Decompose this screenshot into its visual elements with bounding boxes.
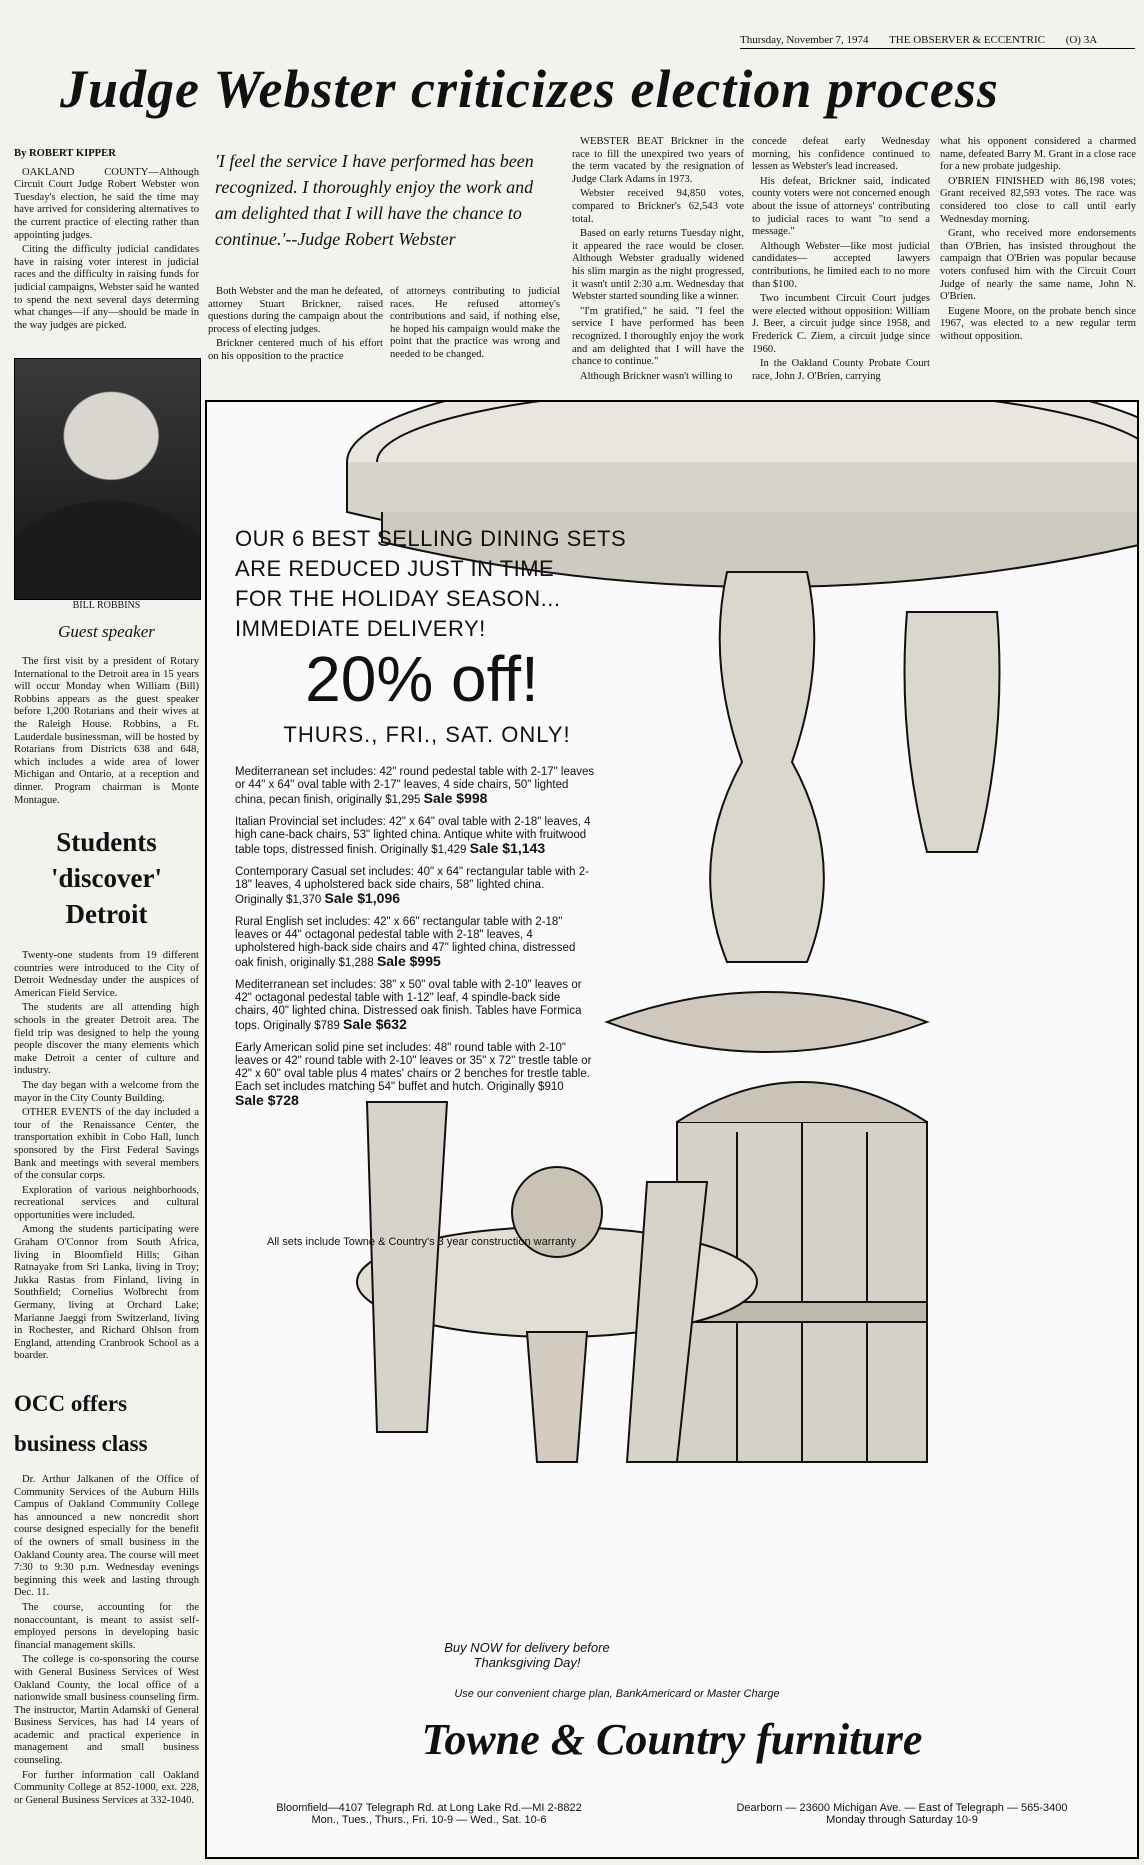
story-paragraph: Although Brickner wasn't willing to xyxy=(580,370,733,382)
story-paragraph: Exploration of various neighborhoods, recreational services and cultural opportunities were included. xyxy=(14,1184,199,1221)
sale-days: THURS., FRI., SAT. ONLY! xyxy=(283,722,571,747)
occ-body xyxy=(14,1474,199,1854)
story-paragraph: Dr. Arthur Jalkanen of the Office of Community Services of the Auburn Hills Campus of Oakland Community College has announced a new noncredit short course designed especially for the benefit of the owners of small business in the Oakland County area. The course will meet 7:30 to 9:30 p.m. Wednesday evenings beginning this week and lasting through Dec. 11. xyxy=(14,1474,199,1599)
offer-item xyxy=(235,866,595,907)
issue-date: Thursday, November 7, 1974 xyxy=(740,34,869,46)
story-paragraph: Twenty-one students from 19 different countries were introduced to the City of Detroit Wednesday under the auspices of American Field Service. xyxy=(14,950,199,999)
paper-name: THE OBSERVER & ECCENTRIC xyxy=(889,34,1045,46)
story-column-2 xyxy=(208,286,383,396)
story-paragraph: concede defeat early Wednesday morning, his confidence continued to lessen as Webster's lead increased. xyxy=(752,136,930,173)
buy-now-line: Buy NOW for delivery before xyxy=(444,1640,610,1655)
warranty-note: All sets include Towne & Country's 3 year construction warranty xyxy=(267,1236,576,1248)
offer-text: Mediterranean set includes: 42" round pedestal table with 2-17" leaves or 44" x 64" oval table with 2-17" leaves, 4 side chairs, 50" lighted china, pecan finish, originally $1,295 xyxy=(235,766,595,806)
story-paragraph: The first visit by a president of Rotary International to the Detroit area in 15 years will occur Monday when William (Bill) Robbins appears as the guest speaker before 1,200 Rotarians and their wives at the Raleigh House. Robbins, a Ft. Lauderdale businessman, will be hosted by Rotarians from Districts 638 and 648, which includes a wide area of lower Michigan and Ontario, at a reception and dinner. Program chairman is Monte Montague. xyxy=(14,656,199,806)
offer-list xyxy=(235,766,595,1118)
pull-quote: 'I feel the service I have performed has been recognized. I thoroughly enjoy the work and am delighted that I will have the chance to continue.'--Judge Robert Webster xyxy=(215,151,534,249)
offer-price: Sale $1,143 xyxy=(469,840,546,856)
story-paragraph: The course, accounting for the nonaccountant, is meant to assist self-employed persons in developing basic financial management skills. xyxy=(14,1601,199,1651)
offer-price: Sale $632 xyxy=(343,1016,407,1032)
ad-headline-line: FOR THE HOLIDAY SEASON... xyxy=(235,586,561,611)
story-column-5 xyxy=(752,136,930,398)
story-paragraph: For further information call Oakland Community College at 852-1000, ext. 228, or General Business Services at 332-1040. xyxy=(14,1769,199,1806)
story-paragraph: In the Oakland County Probate Court race, John J. O'Brien, carrying xyxy=(752,358,930,382)
story-column-6 xyxy=(940,136,1136,398)
story-paragraph: WEBSTER BEAT Brickner in the race to fill the unexpired two years of the term vacated by the resignation of Judge Clark Adams in 1973. xyxy=(572,136,744,185)
story-paragraph: of attorneys contributing to judicial races. He refused attorney's contributions and said, if nothing else, he hoped his campaign would make the point that the practice was wrong and needed to be changed. xyxy=(390,286,560,360)
offer-text: Rural English set includes: 42" x 66" rectangular table with 2-18" leaves or 44" octagonal pedestal table with 2-18" leaves, 4 upholstered high-back side chairs and 47" lighted china, distressed oak finish, originally $1,288 xyxy=(235,916,576,969)
offer-item xyxy=(235,979,595,1033)
store-address: Bloomfield—4107 Telegraph Rd. at Long Lake Rd.—MI 2-8822 xyxy=(276,1802,582,1814)
students-title: Students 'discover' Detroit xyxy=(51,827,162,929)
story-paragraph: The students are all attending high schools in the greater Detroit area. The field trip was designed to help the young people discover the many elements which make Detroit a center of culture and industry. xyxy=(14,1002,199,1077)
offer-item xyxy=(235,1042,595,1109)
masthead-rule xyxy=(740,48,1135,49)
ad-headline xyxy=(235,524,655,644)
photo-caption: BILL ROBBINS xyxy=(72,600,141,611)
story-paragraph: Based on early returns Tuesday night, it appeared the race would be closer. Although Webster gradually widened his slim margin as the night progressed, it wasn't until 2:30 a.m. Wednesday that Webster started sounding like a winner. xyxy=(572,228,744,303)
offer-text: Contemporary Casual set includes: 40" x 64" rectangular table with 2-18" leaves, 4 upholstered back side chairs, 58" lighted china. Originally $1,370 xyxy=(235,866,589,906)
occ-title: OCC offers business class xyxy=(14,1391,148,1456)
offer-price: Sale $995 xyxy=(376,953,441,969)
ad-headline-line: ARE REDUCED JUST IN TIME xyxy=(235,556,555,581)
story-paragraph: Webster received 94,850 votes, compared to Brickner's 62,543 vote total. xyxy=(572,188,744,225)
story-column-4 xyxy=(572,136,744,398)
buy-now-note xyxy=(407,1640,647,1670)
students-body xyxy=(14,950,199,1370)
story-paragraph: Grant, who received more endorsements than O'Brien, has insisted throughout the campaign that O'Brien was popular because voters confused him with the Circuit Court Judge of nearly the same name, John N. O'Brien. xyxy=(940,228,1136,303)
story-paragraph: "I'm gratified," he said. "I feel the service I have performed has been recognized. I thoroughly enjoy the work and am delighted that I will have the chance to continue." xyxy=(572,305,744,368)
offer-price: Sale $728 xyxy=(235,1092,299,1108)
headline: Judge Webster criticizes election process xyxy=(60,59,999,119)
story-paragraph: The college is co-sponsoring the course with General Business Services of West Oakland County, the local office of a nationwide small business counseling firm. The instructor, Martin Adamski of General Business Services, has had 14 years of academic and practical experience in management and small business counseling. xyxy=(14,1654,199,1767)
story-paragraph: what his opponent considered a charmed name, defeated Barry M. Grant in a close race for a new probate judgeship. xyxy=(940,136,1136,173)
story-paragraph: Among the students participating were Graham O'Connor from South Africa, living in Bloomfield Hills; Gihan Ratnayake from Sri Lanka, living in Troy; Jukka Rastas from Finland, living in Southfield; Cornelius Wolbrecht from Germany, living at Orchard Lake; Marianne Jaeggi from Switzerland, living in Rochester, and Richard Ohlson from England, attending Cranbrook School as a boarder. xyxy=(14,1224,199,1362)
buy-now-line: Thanksgiving Day! xyxy=(473,1655,581,1670)
page-number: (O) 3A xyxy=(1065,34,1098,46)
story-paragraph: Two incumbent Circuit Court judges were elected without opposition: William J. Beer, a circuit judge since 1958, and Frederick C. Ziem, a circuit judge since 1960. xyxy=(752,293,930,355)
masthead xyxy=(740,34,1135,46)
story-column-3 xyxy=(390,286,560,396)
story-paragraph: OTHER EVENTS of the day included a tour of the Renaissance Center, the transportation exhibit in Cobo Hall, lunch sponsored by the First Federal Savings Bank and meetings with several members of the consular corps. xyxy=(14,1107,199,1182)
story-paragraph: OAKLAND COUNTY—Although Circuit Court Judge Robert Webster won Tuesday's election, he said the time may have arrived for considering alternatives to the current practice of electing rather than appointing judges. xyxy=(14,166,199,241)
charge-plan-note: Use our convenient charge plan, BankAmericard or Master Charge xyxy=(454,1688,780,1700)
story-paragraph: Citing the difficulty judicial candidates have in raising voter interest in judicial races and the difficulty in raising funds for judicial campaigns, Webster said he wanted to spend the next several days determing what changes—if any—should be made in the way judges are picked. xyxy=(14,244,199,331)
story-paragraph: Although Webster—like most judicial candidates— accepted lawyers contributions, he limited each to no more than $100. xyxy=(752,240,930,290)
story-paragraph: The day began with a welcome from the mayor in the City County Building. xyxy=(14,1079,199,1104)
story-paragraph: Brickner centered much of his effort on his opposition to the practice xyxy=(208,338,383,362)
offer-price: Sale $1,096 xyxy=(324,890,401,906)
story-paragraph: Eugene Moore, on the probate bench since 1967, was elected to a new regular term without opposition. xyxy=(940,305,1136,342)
guest-speaker-title: Guest speaker xyxy=(58,622,155,641)
portrait-photo xyxy=(14,358,201,600)
ad-headline-line: IMMEDIATE DELIVERY! xyxy=(235,616,486,641)
store-address: Dearborn — 23600 Michigan Ave. — East of Telegraph — 565-3400 xyxy=(736,1802,1068,1814)
offer-price: Sale $998 xyxy=(423,790,488,806)
story-paragraph: His defeat, Brickner said, indicated county voters were not concerned enough about the issue of attorneys' contributing to judicial races to want "to send a message." xyxy=(752,175,930,238)
story-column-1 xyxy=(14,148,199,358)
offer-text: Italian Provincial set includes: 42" x 64" oval table with 2-18" leaves, 4 high cane-back chairs, 53" lighted china. Antique white with fruitwood table tops, distressed finish. Originally $1,429 xyxy=(235,816,591,856)
guest-speaker-body xyxy=(14,656,199,814)
offer-text: Mediterranean set includes: 38" x 50" oval table with 2-10" leaves or 42" octagonal pedestal table with 1-12" leaf, 4 spindle-back side chairs, 40" lighted china. Distressed oak finish. Tables have Formica tops. Originally $789 xyxy=(235,979,582,1032)
ad-headline-line: OUR 6 BEST SELLING DINING SETS xyxy=(235,526,627,551)
bloomfield-store xyxy=(219,1802,639,1826)
store-hours: Monday through Saturday 10-9 xyxy=(826,1814,978,1826)
story-paragraph: O'BRIEN FINISHED with 86,198 votes; Grant received 82,593 votes. The race was considered too close to call until early Wednesday morning. xyxy=(940,175,1136,225)
offer-item xyxy=(235,766,595,807)
offer-item xyxy=(235,816,595,857)
store-hours: Mon., Tues., Thurs., Fri. 10-9 — Wed., Sat. 10-6 xyxy=(311,1814,547,1826)
furniture-ad xyxy=(205,400,1139,1859)
byline: By ROBERT KIPPER xyxy=(14,148,116,159)
story-paragraph: Both Webster and the man he defeated, attorney Stuart Brickner, raised questions during the campaign about the process of electing judges. xyxy=(208,286,383,335)
offer-item xyxy=(235,916,595,970)
offer-text: Early American solid pine set includes: 48" round table with 2-10" leaves or 42" round table with 2-10" leaves or 35" x 72" trestle table or 42" x 60" oval table plus 4 mates' chairs or 2 benches for trestle table. Each set includes matching 54" buffet and hutch. Originally $910 xyxy=(235,1042,592,1093)
dearborn-store xyxy=(677,1802,1127,1826)
discount-banner: 20% off! xyxy=(305,643,539,715)
store-brand: Towne & Country furniture xyxy=(421,1715,923,1764)
